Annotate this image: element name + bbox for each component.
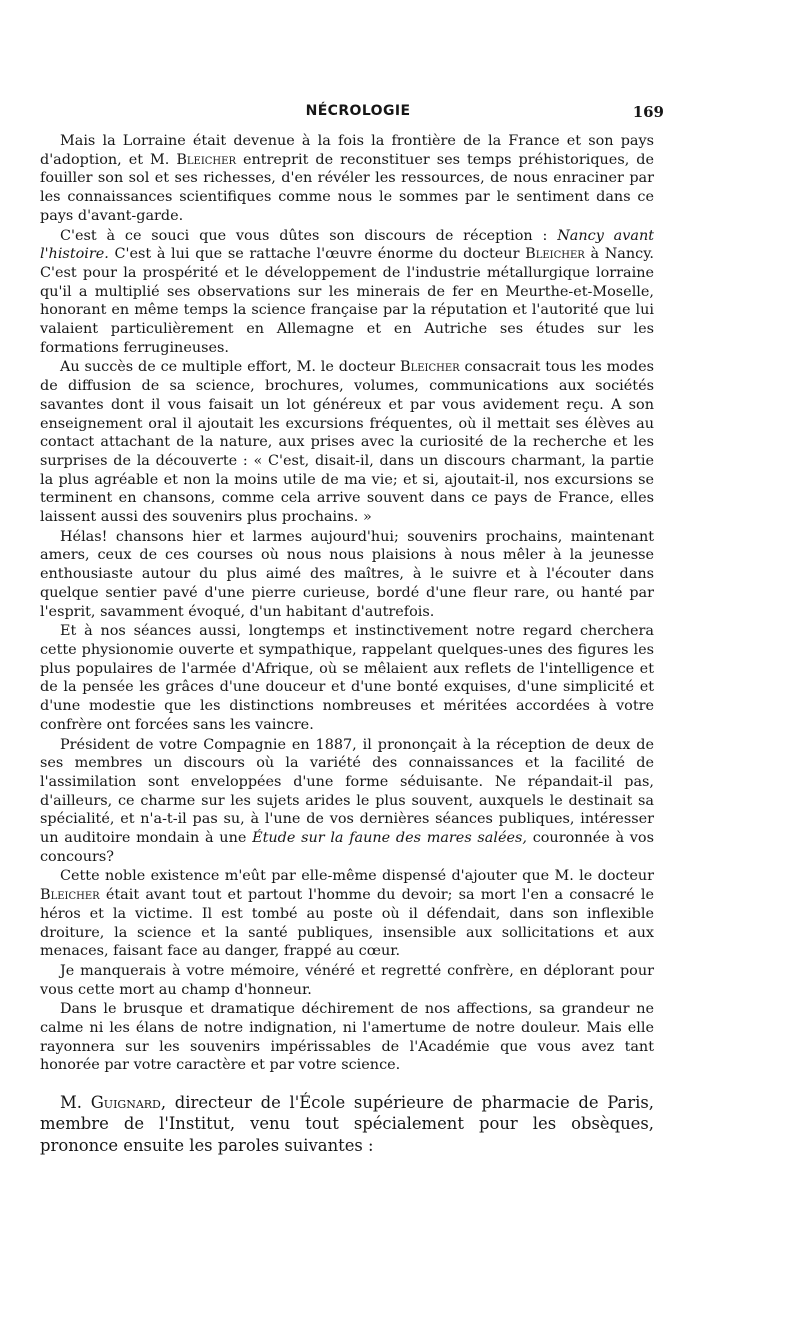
paragraph: Président de votre Compagnie en 1887, il prononçait à la réception de deux de ses membres un discours où la variété des connaissances et la facilité de l'assimilation sont enveloppées d'une forme séduisante. Ne répandait-il pas, d'ailleurs, ce charme sur les sujets arides le plus souvent, auxquels le destinait sa spécialité, et n'a-t-il pas su, à l'une de vos dernières séances publiques, intéresser un auditoire mondain à une Étude sur la faune des mares salées, couronnée à vos concours? xyxy=(40,736,654,865)
paragraph: Au succès de ce multiple effort, M. le docteur Bleicher consacrait tous les modes de diffusion de sa science, brochures, volumes, communications aux sociétés savantes dont il vous faisait un lot généreux et par vous avidement reçu. A son enseignement oral il ajoutait les excursions fréquentes, où il mettait ses élèves au contact attachant de la nature, aux prises avec la curiosité de la recherche et les surprises de la découverte : « C'est, disait-il, dans un discours charmant, la partie la plus agréable et non la moins utile de ma vie; et si, ajoutait-il, nos excursions se terminent en chansons, comme cela arrive souvent dans ce pays de France, elles laissent aussi des souvenirs plus prochains. » xyxy=(40,359,654,526)
running-head: NÉCROLOGIE xyxy=(305,103,411,119)
paragraph: Et à nos séances aussi, longtemps et instinctivement notre regard cherchera cette physionomie ouverte et sympathique, rappelant quelques-unes des figures les plus populaires de l'armée d'Afrique, où se mêlaient aux reflets de l'intelligence et de la pensée les grâces d'une douceur et d'une bonté exquises, d'une simplicité et d'une modestie que les distinctions nombreuses et méritées accordées à votre confrère ont forcées sans les vaincre. xyxy=(40,623,654,733)
paragraph: C'est à ce souci que vous dûtes son discours de réception : Nancy avant l'histoire. C'est à lui que se rattache l'œuvre énorme du docteur Bleicher à Nancy. C'est pour la prospérité et le développement de l'industrie métallurgique lorraine qu'il a multiplié ses observations sur les minerais de fer en Meurthe-et-Moselle, honorant en même temps la science française par la réputation et l'autorité que lui valaient particulièrement en Allemagne et en Autriche ses études sur les formations ferrugineuses. xyxy=(40,227,655,356)
surname: Guignard xyxy=(90,1093,161,1112)
title-italic: Nancy avant l'histoire. xyxy=(40,227,655,263)
surname: Bleicher xyxy=(176,151,236,168)
title-italic: Étude sur la faune des mares salées, xyxy=(252,830,527,847)
surname: Bleicher xyxy=(400,359,460,376)
closing-paragraph xyxy=(40,1092,654,1156)
paragraph: Dans le brusque et dramatique déchirement de nos affections, sa grandeur ne calme ni les élans de notre indignation, ni l'amertume de notre douleur. Mais elle rayonnera sur les souvenirs impérissables de l'Académie que vous avez tant honorée par votre caractère et par votre science. xyxy=(40,1001,654,1074)
paragraph: Hélas! chansons hier et larmes aujourd'hui; souvenirs prochains, maintenant amers, ceux de ces courses où nous nous plaisions à nous mêler à la jeunesse enthousiaste autour du plus aimé des maîtres, à le suivre et à l'écouter dans quelque sentier pavé d'une pierre curieuse, bordé d'une fleur rare, ou hanté par l'esprit, savamment évoqué, d'un habitant d'autrefois. xyxy=(40,528,654,620)
surname: Bleicher xyxy=(40,887,100,904)
body-text xyxy=(40,132,654,1075)
paragraph: M. Guignard, directeur de l'École supérieure de pharmacie de Paris, membre de l'Institut, venu tout spécialement pour les obsèques, prononce ensuite les paroles suivantes : xyxy=(40,1093,654,1155)
paragraph: Je manquerais à votre mémoire, vénéré et regretté confrère, en déplorant pour vous cette mort au champ d'honneur. xyxy=(40,962,654,998)
surname: Bleicher xyxy=(525,246,585,263)
paragraph: Cette noble existence m'eût par elle-même dispensé d'ajouter que M. le docteur Bleicher était avant tout et partout l'homme du devoir; sa mort l'en a consacré le héros et la victime. Il est tombé au poste où il défendait, dans son inflexible droiture, la science et la santé publiques, insensible aux sollicitations et aux menaces, faisant face au danger, frappé au cœur. xyxy=(40,868,654,960)
paragraph: Mais la Lorraine était devenue à la fois la frontière de la France et son pays d'adoption, et M. Bleicher entreprit de reconstituer ses temps préhistoriques, de fouiller son sol et ses richesses, d'en révéler les ressources, de nous enraciner par les connaissances scientifiques comme nous le sommes par le sentiment dans ce pays d'avant-garde. xyxy=(40,133,654,224)
page-header xyxy=(52,103,664,125)
page-number: 169 xyxy=(632,103,664,121)
